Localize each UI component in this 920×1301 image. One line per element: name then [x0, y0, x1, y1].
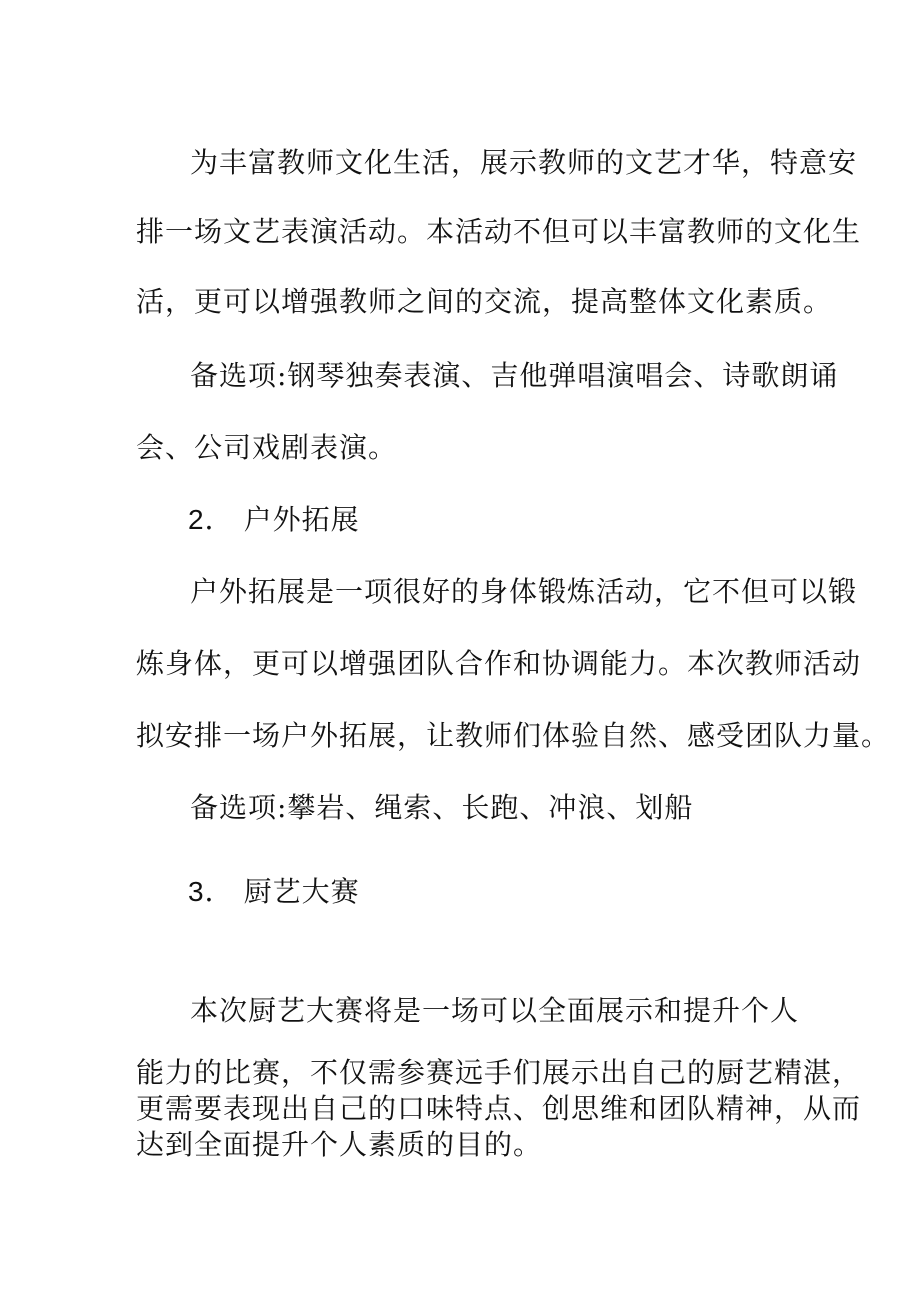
section3-line-2: 能力的比赛，不仅需参赛远手们展示出自己的厨艺精湛， [136, 1056, 862, 1089]
section2-title: 户外拓展 [243, 503, 360, 536]
section2-options: 备选项:攀岩、绳索、长跑、冲浪、划船 [190, 791, 694, 824]
options1-line-1: 备选项:钢琴独奏表演、吉他弹唱演唱会、诗歌朗诵 [190, 359, 839, 392]
intro-line-3: 活，更可以增强教师之间的交流，提高整体文化素质。 [136, 285, 833, 318]
section3-number: 3． [188, 876, 234, 907]
section3-line-1: 本次厨艺大赛将是一场可以全面展示和提升个人 [190, 994, 800, 1027]
section2-line-3: 拟安排一场户外拓展，让教师们体验自然、感受团队力量。 [136, 719, 891, 752]
section2-line-1: 户外拓展是一项很好的身体锻炼活动，它不但可以锻 [190, 575, 858, 608]
intro-line-2: 排一场文艺表演活动。本活动不但可以丰富教师的文化生 [136, 215, 862, 248]
section3-title: 厨艺大赛 [243, 875, 360, 908]
options1-line-2: 会、公司戏剧表演。 [136, 431, 398, 464]
section3-line-3: 更需要表现出自己的口味特点、创思维和团队精神，从而 [136, 1092, 862, 1125]
section3-heading [188, 875, 360, 909]
section2-heading [188, 503, 360, 537]
section2-number: 2． [188, 504, 234, 535]
section2-line-2: 炼身体，更可以增强团队合作和协调能力。本次教师活动 [136, 647, 862, 680]
section3-line-4: 达到全面提升个人素质的目的。 [136, 1128, 543, 1161]
intro-line-1: 为丰富教师文化生活，展示教师的文艺才华，特意安 [190, 146, 858, 179]
